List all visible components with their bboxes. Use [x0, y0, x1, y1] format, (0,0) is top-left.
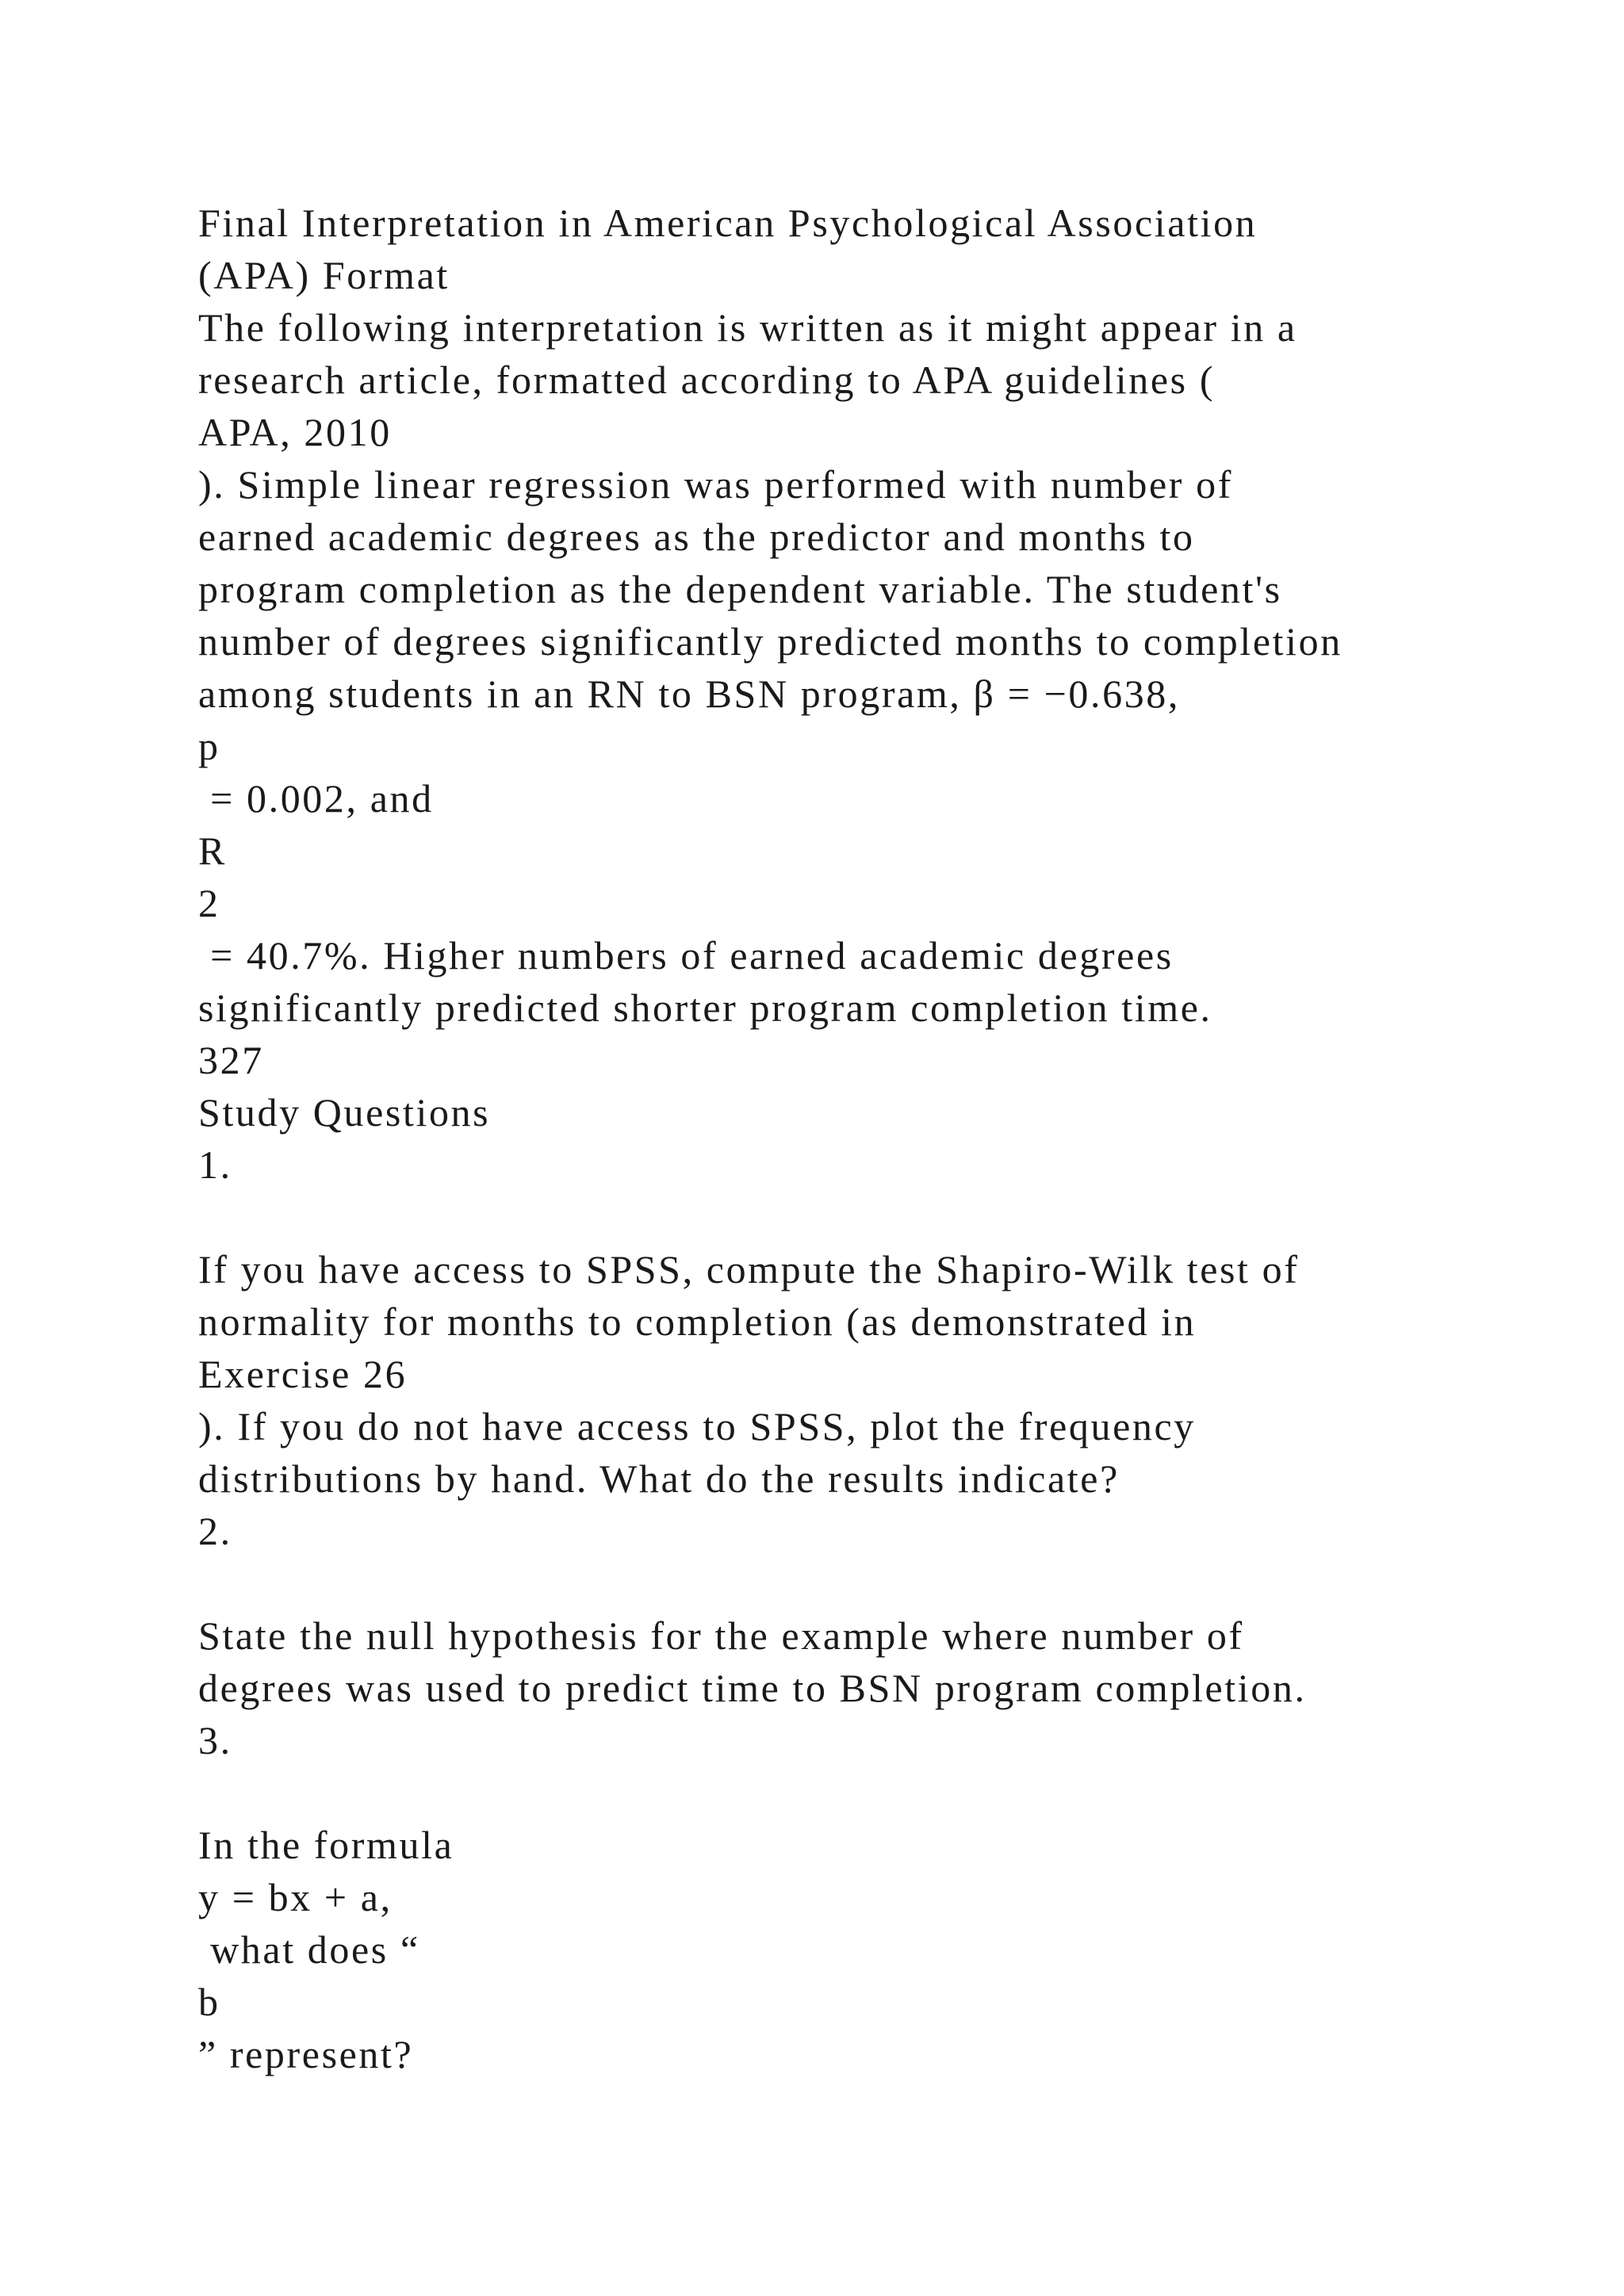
text-line: program completion as the dependent variable. The student's [198, 567, 1282, 611]
formula-variable-b: b [198, 1980, 220, 2024]
question-text: normality for months to completion (as demonstrated in [198, 1299, 1197, 1344]
question-text: what does “ [198, 1927, 420, 1972]
question-text: In the formula [198, 1823, 454, 1867]
document-body [198, 197, 1546, 2080]
stat-symbol-p: p [198, 724, 220, 768]
text-line: number of degrees significantly predicted months to completion [198, 619, 1342, 664]
question-text: distributions by hand. What do the results indicate? [198, 1456, 1120, 1501]
question-number: 3. [198, 1718, 232, 1762]
blank-line [198, 1766, 1546, 1819]
text-line: significantly predicted shorter program completion time. [198, 985, 1212, 1030]
text-line: = 0.002, and [198, 776, 434, 821]
blank-line [198, 1557, 1546, 1609]
stat-superscript: 2 [198, 881, 220, 925]
text-line: earned academic degrees as the predictor and months to [198, 515, 1195, 559]
question-number: 1. [198, 1142, 232, 1187]
question-text: State the null hypothesis for the example where number of [198, 1613, 1244, 1658]
exercise-link[interactable]: Exercise 26 [198, 1352, 408, 1396]
question-text: If you have access to SPSS, compute the Shapiro-Wilk test of [198, 1247, 1300, 1292]
citation-link[interactable]: APA, 2010 [198, 410, 392, 454]
page-number: 327 [198, 1038, 264, 1082]
section-heading-continued: (APA) Format [198, 253, 450, 297]
text-line: = 40.7%. Higher numbers of earned academic degrees [198, 933, 1174, 978]
question-text: degrees was used to predict time to BSN program completion. [198, 1666, 1307, 1710]
question-text: ” represent? [198, 2032, 414, 2076]
question-text: ). If you do not have access to SPSS, plot the frequency [198, 1404, 1196, 1448]
text-line: among students in an RN to BSN program, β = −0.638, [198, 672, 1180, 716]
formula: y = bx + a, [198, 1875, 393, 1919]
blank-line [198, 1191, 1546, 1243]
question-number: 2. [198, 1509, 232, 1553]
text-line: The following interpretation is written as it might appear in a [198, 305, 1297, 350]
section-heading: Final Interpretation in American Psychological Association [198, 201, 1258, 245]
study-questions-heading: Study Questions [198, 1090, 491, 1135]
stat-symbol-r: R [198, 828, 227, 873]
text-line: ). Simple linear regression was performed with number of [198, 462, 1233, 507]
text-line: research article, formatted according to APA guidelines ( [198, 358, 1216, 402]
